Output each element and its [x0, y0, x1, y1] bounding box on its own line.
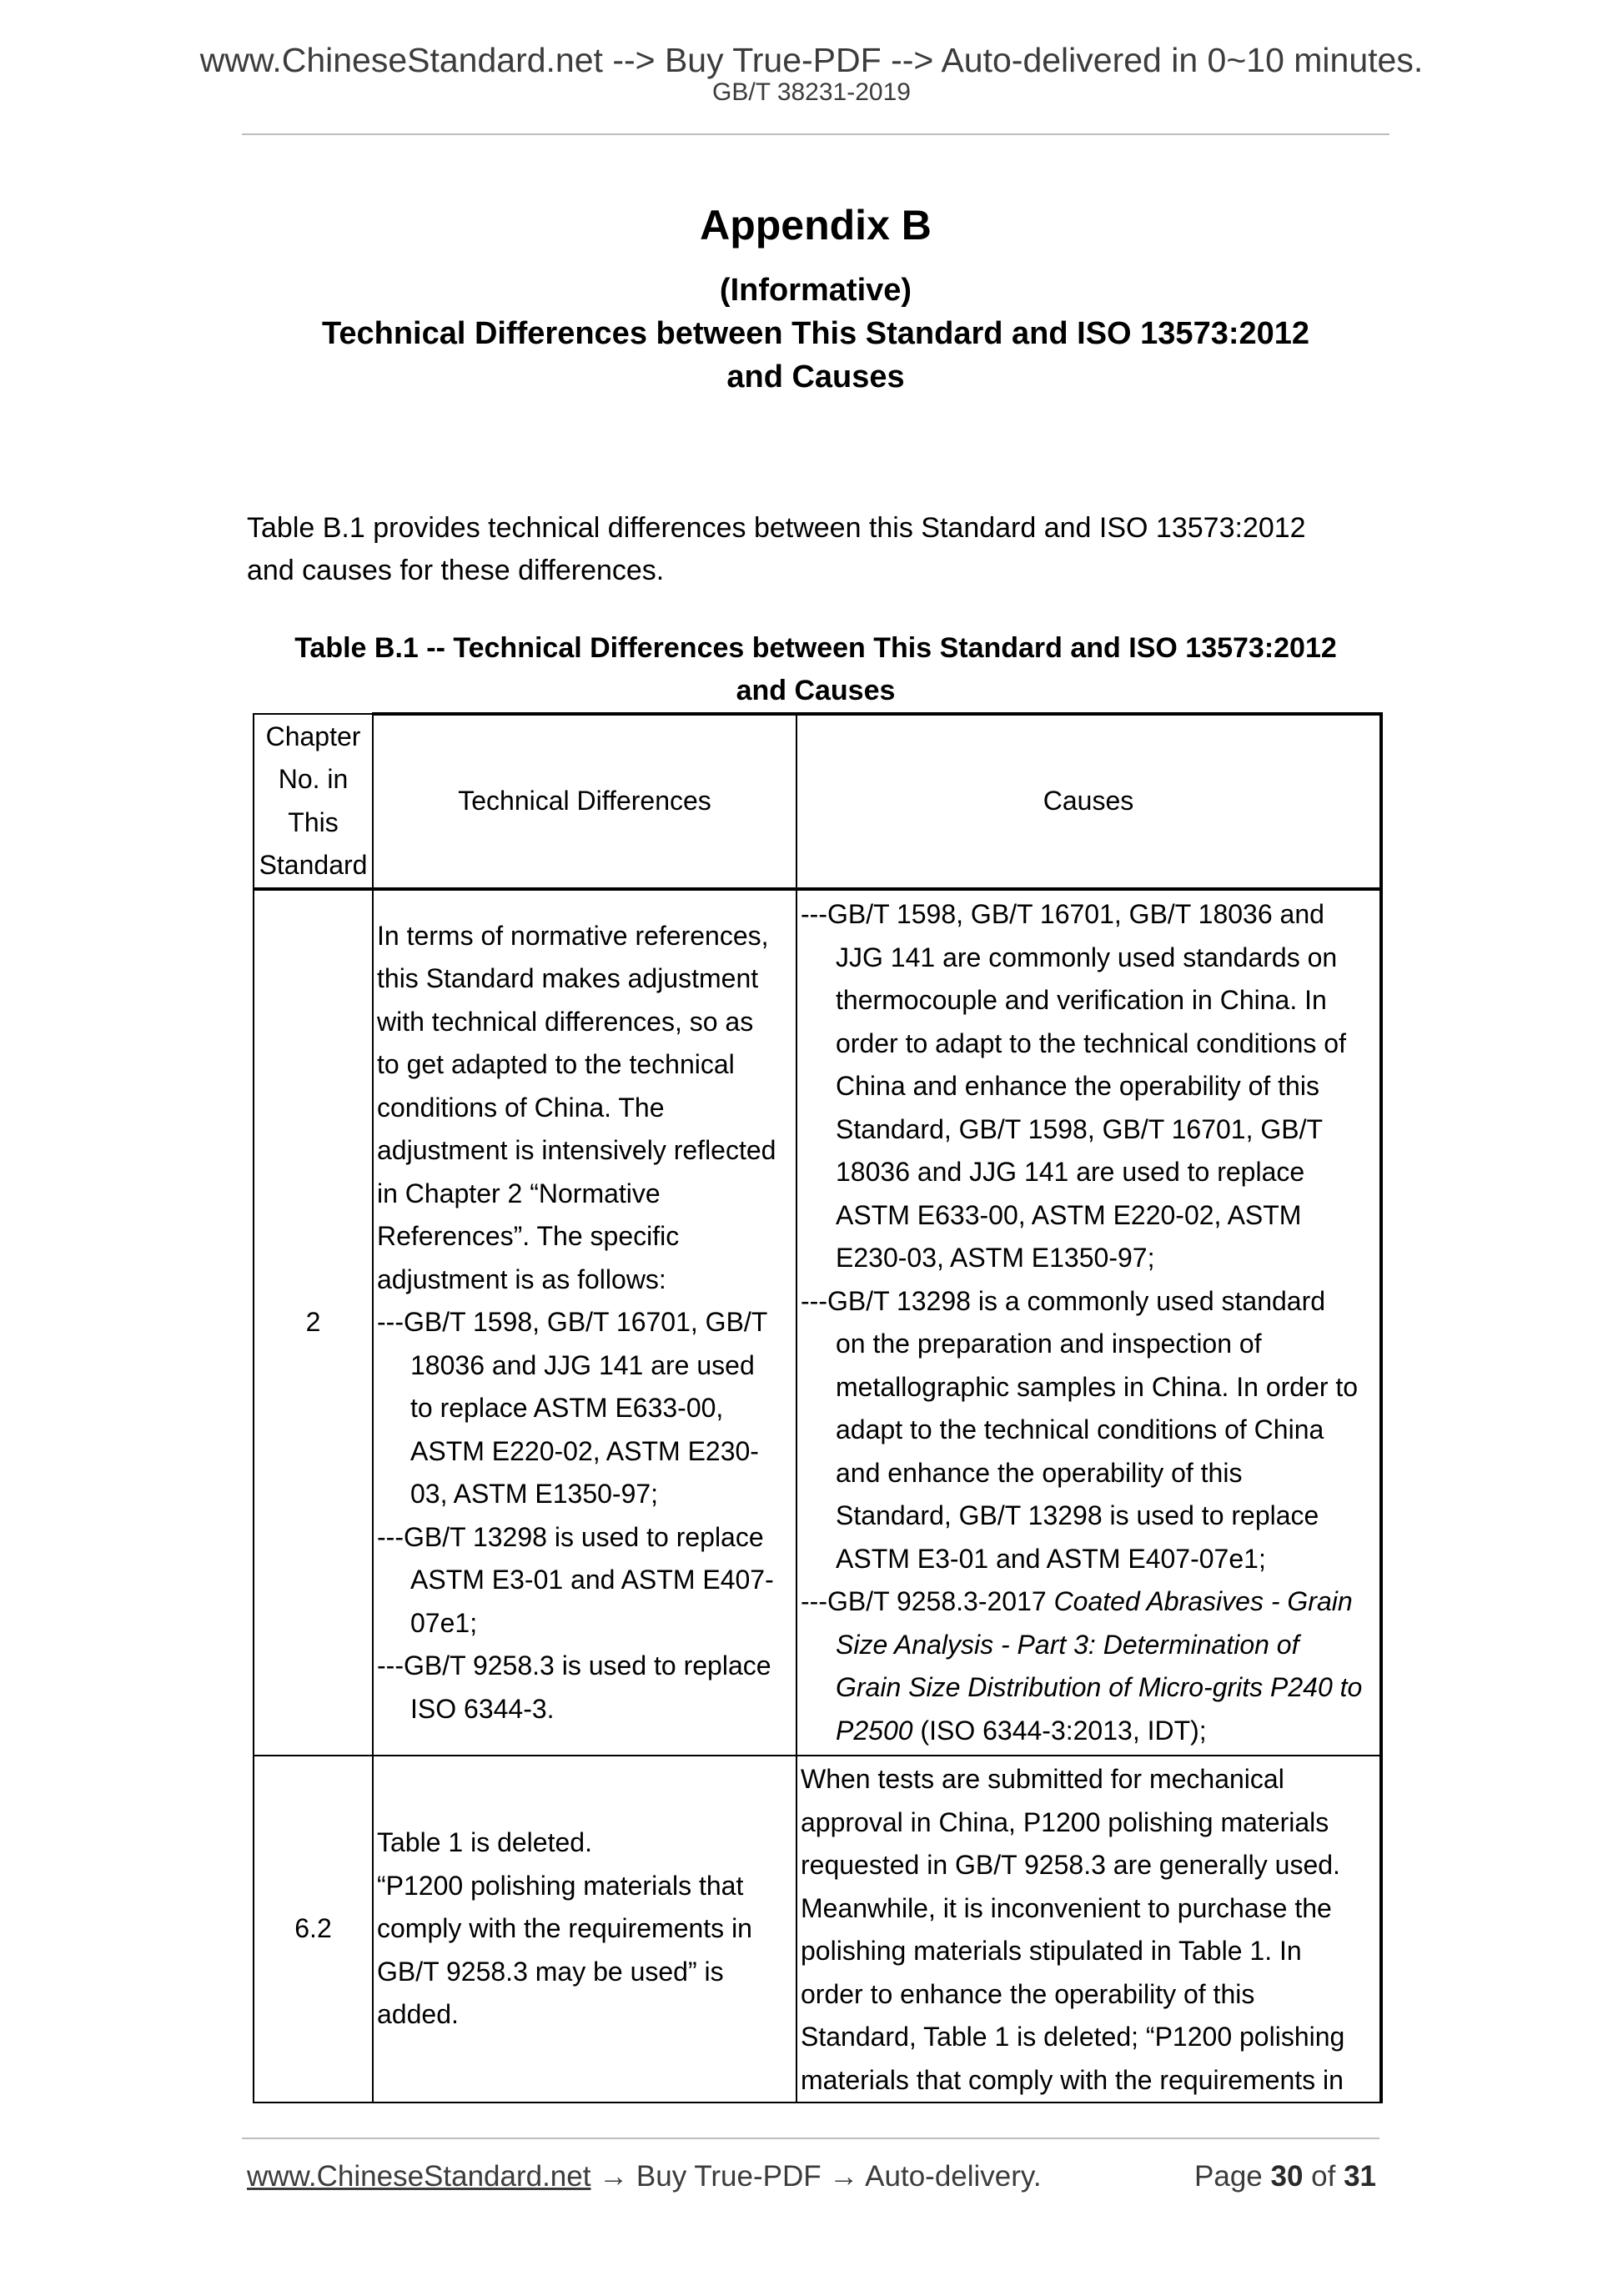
table-caption-line-2: and Causes [736, 675, 896, 706]
intro-paragraph [247, 507, 1389, 592]
differences-cell: In terms of normative references, this Standard makes adjustment with technical differences, so as to get adapted to the technical conditions of China. The adjustment is intensively reflected in Chapter 2 “Normative References”. The specific adjustment is as follows: ---GB/T 1598, GB/T 16701, GB/T 18036 and JJG 141 are used to replace ASTM E633-00, ASTM E220-02, ASTM E230- 03, ASTM E1350-97; ---GB/T 13298 is used to replace ASTM E3-01 and ASTM E407- 07e1; ---GB/T 9258.3 is used to replace ISO 6344-3. [373, 889, 796, 1756]
subtitle-line-2: and Causes [726, 359, 905, 394]
standard-code: GB/T 38231-2019 [712, 78, 911, 106]
header-causes: Causes [796, 714, 1381, 889]
table-row [254, 889, 1381, 1756]
causes-cell [796, 889, 1381, 1756]
table-caption [242, 627, 1389, 712]
difference-item: ---GB/T 9258.3 is used to replace ISO 6344-3. [377, 1650, 771, 1724]
appendix-title: Appendix B [700, 202, 932, 249]
chapter-cell: 6.2 [254, 1756, 373, 2103]
table-caption-line-1: Table B.1 -- Technical Differences between This Standard and ISO 13573:2012 [294, 632, 1337, 664]
cause-item: ---GB/T 9258.3-2017 Coated Abrasives - Grain Size Analysis - Part 3: Determination of Grain Size Distribution of Micro-grits P240 to P2500 (ISO 6344-3:2013, IDT); [801, 1586, 1363, 1746]
differences-table [253, 712, 1383, 2103]
differences-cell: Table 1 is deleted. “P1200 polishing materials that comply with the requirements in GB/T 9258.3 may be used” is added. [373, 1756, 796, 2103]
subtitle-line-1: Technical Differences between This Standard and ISO 13573:2012 [321, 316, 1310, 351]
header-divider [242, 133, 1389, 135]
header-technical-differences: Technical Differences [373, 714, 796, 889]
table-row [254, 1756, 1381, 2103]
cause-item: ---GB/T 13298 is a commonly used standard on the preparation and inspection of metallographic samples in China. In order to adapt to the technical conditions of China and enhance the operability of this Standard, GB/T 13298 is used to replace ASTM E3-01 and ASTM E407-07e1; [801, 1285, 1359, 1574]
causes-cell: When tests are submitted for mechanical approval in China, P1200 polishing materials requested in GB/T 9258.3 are generally used. Meanwhile, it is inconvenient to purchase the polishing materials stipulated in Table 1. In order to enhance the operability of this Standard, Table 1 is deleted; “P1200 polishing materials that comply with the requirements in [796, 1756, 1381, 2103]
chapter-cell: 2 [254, 889, 373, 1756]
footer-links [247, 2158, 1042, 2195]
intro-line-1: Table B.1 provides technical differences between this Standard and ISO 13573:2012 [247, 512, 1306, 544]
page-total: 31 [1344, 2160, 1376, 2193]
difference-item: ---GB/T 13298 is used to replace ASTM E3-01 and ASTM E407- 07e1; [377, 1521, 774, 1638]
cause-item: ---GB/T 1598, GB/T 16701, GB/T 18036 and JJG 141 are commonly used standards on thermocouple and verification in China. In order to adapt to the technical conditions of China and enhance the operability of this Standard, GB/T 1598, GB/T 16701, GB/T 18036 and JJG 141 are used to replace ASTM E633-00, ASTM E220-02, ASTM E230-03, ASTM E1350-97; [801, 899, 1346, 1273]
header-chapter: Chapter No. in This Standard [254, 714, 373, 889]
footer-tagline: → Buy True-PDF → Auto-delivery. [590, 2160, 1042, 2193]
page-indicator: Page 30 of 31 [1194, 2160, 1376, 2193]
footer-divider [242, 2138, 1379, 2139]
table-header-row [254, 714, 1381, 889]
intro-line-2: and causes for these differences. [247, 555, 665, 586]
page-number: 30 [1270, 2160, 1304, 2193]
appendix-subtitle [242, 269, 1389, 399]
difference-item: ---GB/T 1598, GB/T 16701, GB/T 18036 and JJG 141 are used to replace ASTM E633-00, ASTM E220-02, ASTM E230- 03, ASTM E1350-97; [377, 1307, 768, 1510]
footer-site-link[interactable]: www.ChineseStandard.net [247, 2160, 591, 2193]
top-banner: www.ChineseStandard.net --> Buy True-PDF --> Auto-delivered in 0~10 minutes. [199, 41, 1424, 79]
informative-label: (Informative) [719, 273, 912, 308]
